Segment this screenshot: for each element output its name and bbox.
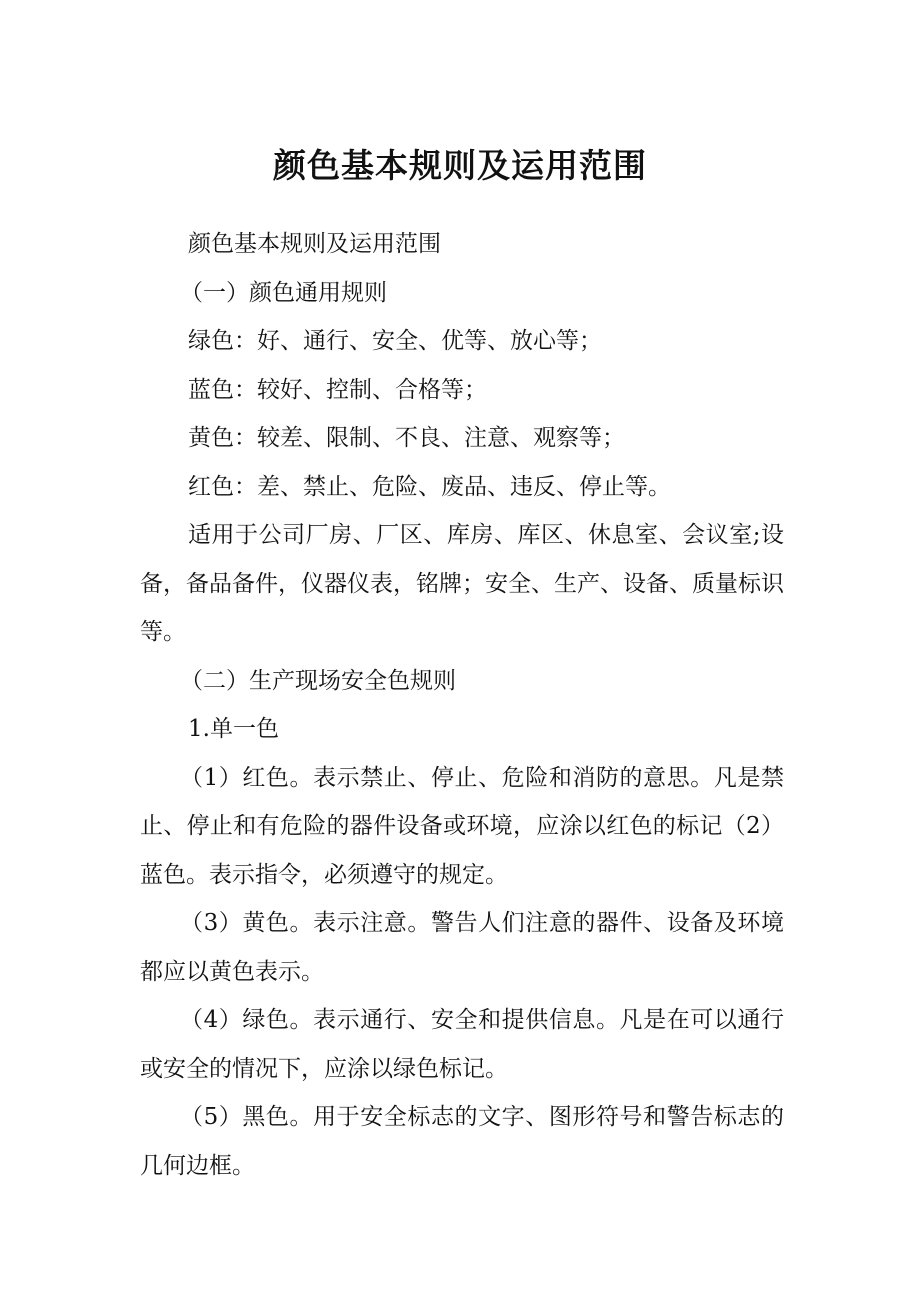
paragraph-red-rule: 红色：差、禁止、危险、废品、违反、停止等。 (188, 473, 671, 500)
paragraph-blue-rule: 蓝色：较好、控制、合格等； (188, 376, 487, 403)
paragraph-green-meaning: （4）绿色。表示通行、安全和提供信息。凡是在可以通行或安全的情况下，应涂以绿色标记。 (140, 1007, 784, 1082)
paragraph-scope: 适用于公司厂房、厂区、库房、库区、休息室、会议室;设备，备品备件，仪器仪表，铭牌；安全、生产、设备、质量标识等。 (140, 522, 784, 645)
paragraph-black-meaning: （5）黑色。用于安全标志的文字、图形符号和警告标志的几何边框。 (140, 1104, 784, 1179)
paragraph-yellow-meaning: （3）黄色。表示注意。警告人们注意的器件、设备及环境都应以黄色表示。 (140, 910, 784, 985)
paragraph-yellow-rule: 黄色：较差、限制、不良、注意、观察等； (188, 425, 625, 451)
paragraph-red-and-blue-meaning: （1）红色。表示禁止、停止、危险和消防的意思。凡是禁止、停止和有危险的器件设备或环境，应涂以红色的标记（2）蓝色。表示指令，必须遵守的规定。 (140, 764, 784, 888)
paragraph-green-rule: 绿色：好、通行、安全、优等、放心等； (188, 328, 602, 354)
document-title: 颜色基本规则及运用范围 (273, 146, 647, 185)
paragraph-section-2-heading: （二）生产现场安全色规则 (180, 667, 456, 694)
paragraph-single-color-heading: 1.单一色 (188, 716, 279, 742)
document-body (140, 220, 784, 1190)
paragraph-heading-repeat: 颜色基本规则及运用范围 (188, 231, 441, 257)
paragraph-section-1-heading: （一）颜色通用规则 (180, 279, 387, 306)
